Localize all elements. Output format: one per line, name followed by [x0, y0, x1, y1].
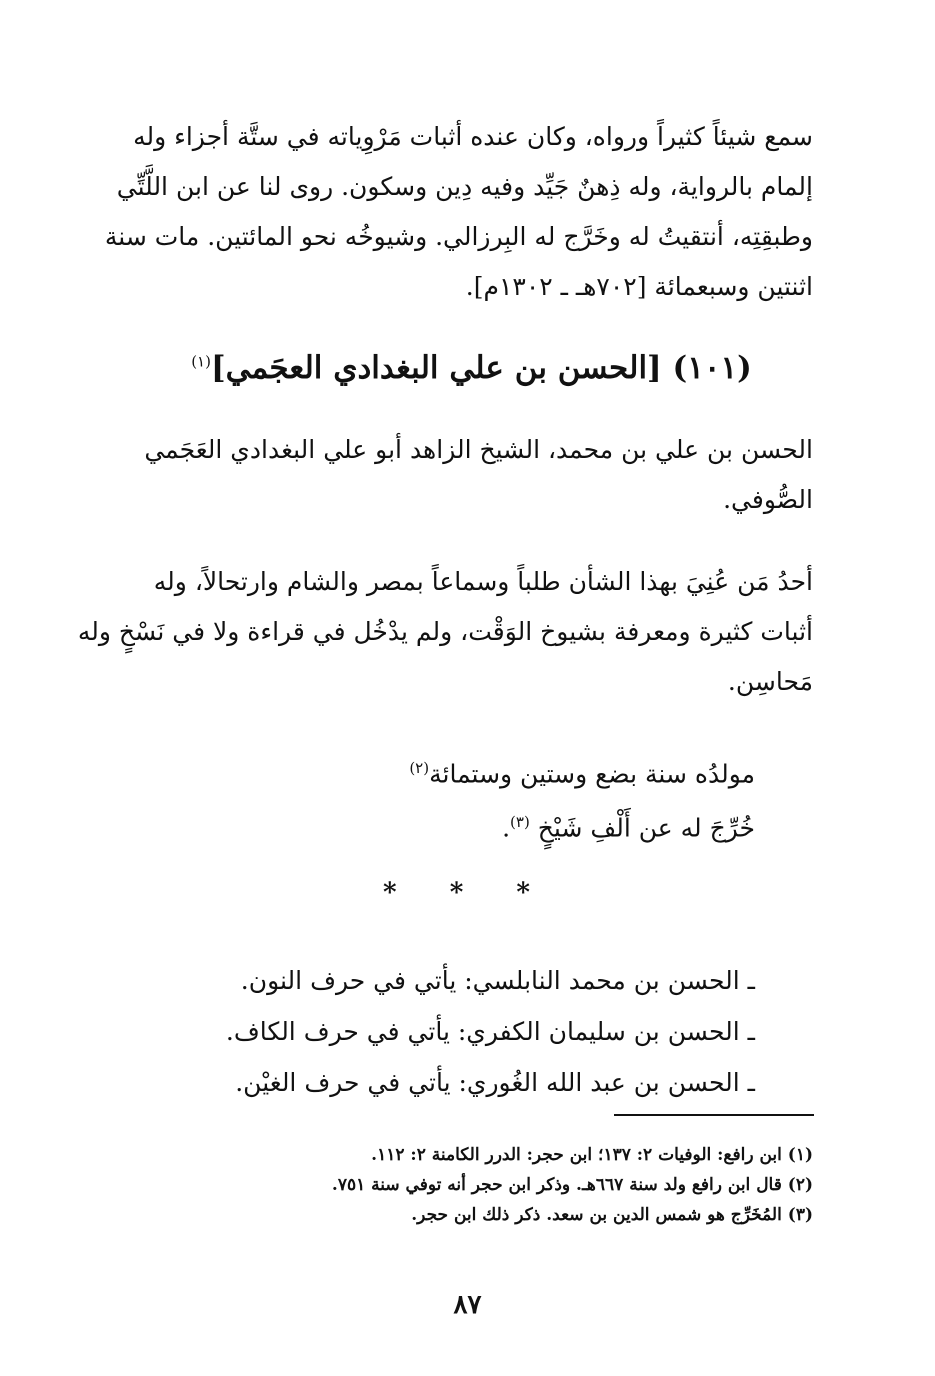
cross-references	[226, 955, 755, 1108]
text-line: أثبات كثيرة ومعرفة بشيوخ الوَقْت، ولم يدْخُل في قراءة ولا في نَسْخٍ وله	[77, 617, 813, 646]
shaykhs-end: .	[502, 813, 511, 843]
entry-heading	[130, 350, 813, 386]
footnote-ref: (٢)	[409, 759, 430, 777]
intro-paragraph	[104, 112, 813, 312]
text-line: أحدُ مَن عُنِيَ بهذا الشأن طلباً وسماعاً بمصر والشام وارتحالاً، وله	[153, 567, 813, 596]
text-line: إلمام بالرواية، وله ذِهنٌ جَيِّد وفيه دِين وسكون. روى لنا عن ابن اللَّتِّي	[116, 172, 813, 201]
footnote-divider	[614, 1114, 814, 1116]
text-line: الحسن بن علي بن محمد، الشيخ الزاهد أبو علي البغدادي العَجَمي	[144, 435, 813, 464]
entry-name-paragraph	[130, 425, 813, 525]
entry-details-block	[409, 744, 755, 853]
birth-line	[409, 744, 755, 798]
page-number: ٨٧	[453, 1290, 482, 1320]
text-line: سمع شيئاً كثيراً ورواه، وكان عنده أثبات مَرْوِياته في ستَّة أجزاء وله	[133, 122, 813, 151]
entry-description-paragraph	[77, 557, 813, 707]
section-separator: * * *	[383, 878, 552, 908]
footnote: (٢) قال ابن رافع ولد سنة ٦٦٧هـ. وذكر ابن حجر أنه توفي سنة ٧٥١.	[331, 1175, 813, 1195]
entry-heading-text: (١٠١) [الحسن بن علي البغدادي العجَمي]	[210, 350, 752, 386]
footnote: (١) ابن رافع: الوفيات ٢: ١٣٧؛ ابن حجر: الدرر الكامنة ٢: ١١٢.	[371, 1145, 813, 1165]
footnote: (٣) المُخَرِّج هو شمس الدين بن سعد. ذكر ذلك ابن حجر.	[411, 1205, 813, 1225]
footnotes	[332, 1140, 813, 1230]
cross-reference-item: ـ الحسن بن محمد النابلسي: يأتي في حرف النون.	[240, 966, 755, 995]
text-line: مَحاسِن.	[727, 667, 813, 696]
footnote-ref: (١)	[191, 352, 211, 371]
text-line: الصُّوفي.	[723, 485, 813, 514]
shaykhs-line	[409, 798, 755, 852]
birth-text: مولدُه سنة بضع وستين وستمائة	[429, 759, 755, 789]
shaykhs-text: خُرِّجَ له عن أَلْفِ شَيْخٍ	[537, 813, 755, 843]
text-line: اثنتين وسبعمائة [٧٠٢هـ ـ ١٣٠٢م].	[465, 272, 813, 301]
text-line: وطبقِتِه، أنتقيتُ له وخَرَّج له البِرزالي. وشيوخُه نحو المائتين. مات سنة	[104, 222, 813, 251]
footnote-ref: (٣)	[510, 813, 530, 832]
cross-reference-item: ـ الحسن بن عبد الله الغُوري: يأتي في حرف الغيْن.	[235, 1068, 755, 1097]
cross-reference-item: ـ الحسن بن سليمان الكفري: يأتي في حرف الكاف.	[225, 1017, 755, 1046]
